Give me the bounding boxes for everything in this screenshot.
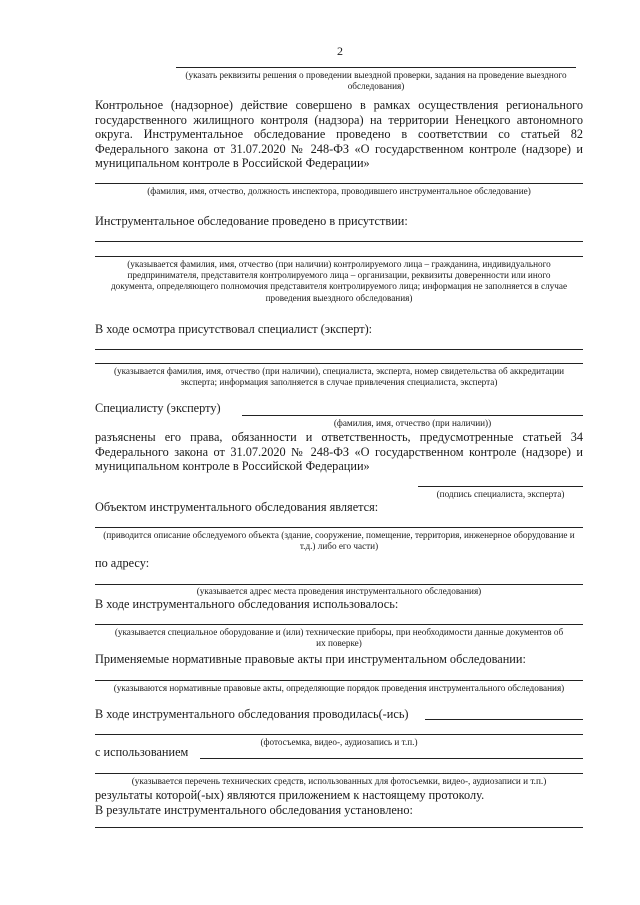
- page-number: 2: [337, 44, 343, 58]
- presence-field-2[interactable]: [95, 256, 583, 257]
- fio-note: (фамилия, имя, отчество (при наличии)): [333, 418, 492, 428]
- requisites-note: (указать реквизиты решения о проведении выездной проверки, задания на проведение выездного обследования): [185, 70, 567, 92]
- inspector-field[interactable]: [95, 183, 583, 184]
- specialist-field-2[interactable]: [95, 363, 583, 364]
- photo-note: (фотосъемка, видео-, аудиозапись и т.п.): [260, 737, 418, 747]
- intro-paragraph: Контрольное (надзорное) действие совершено в рамках осуществления регионального государственного жилищного контроля (надзора) на территории Ненецкого автономного округа. Инструментальное обследование проведено в соответствии со статьей 82 Федерального закона от 31.07.2020 № 248-ФЗ «О государственном контроле (надзоре) и муниципальном контроле в Российской Федерации»: [95, 98, 583, 170]
- presence-label: Инструментальное обследование проведено в присутствии:: [95, 214, 408, 228]
- signature-note: (подпись специалиста, эксперта): [436, 489, 565, 499]
- used-label: В ходе инструментального обследования использовалось:: [95, 597, 399, 611]
- object-note: (приводится описание обследуемого объекта (здание, сооружение, помещение, территория, инженерное оборудование и т.д.) либо его части): [103, 530, 575, 552]
- address-field[interactable]: [95, 584, 583, 585]
- specialist-present-label: В ходе осмотра присутствовал специалист (эксперт):: [95, 322, 373, 336]
- presence-field-1[interactable]: [95, 241, 583, 242]
- acts-label: Применяемые нормативные правовые акты при инструментальном обследовании:: [95, 652, 526, 666]
- conducted-field-1[interactable]: [425, 719, 583, 720]
- inspector-note: (фамилия, имя, отчество, должность инспектора, проводившего инструментальное обследование): [147, 186, 531, 196]
- acts-field[interactable]: [95, 680, 583, 681]
- tech-note: (указывается перечень технических средств, использованных для фотосъемки, видео-, аудиозаписи и т.п.): [131, 776, 547, 786]
- address-note: (указывается адрес места проведения инструментального обследования): [196, 586, 482, 596]
- signature-field[interactable]: [418, 486, 583, 487]
- established-label: В результате инструментального обследования установлено:: [95, 803, 413, 817]
- established-field[interactable]: [95, 827, 583, 828]
- specialist-fio-field[interactable]: [242, 415, 583, 416]
- using-field-1[interactable]: [200, 758, 583, 759]
- address-label: по адресу:: [95, 556, 150, 570]
- requisites-field[interactable]: [176, 67, 576, 68]
- conducted-field-2[interactable]: [95, 734, 583, 735]
- specialist-field-1[interactable]: [95, 349, 583, 350]
- using-field-2[interactable]: [95, 773, 583, 774]
- results-attached-label: результаты которой(-ых) являются приложением к настоящему протоколу.: [95, 788, 485, 802]
- rights-paragraph: разъяснены его права, обязанности и ответственность, предусмотренные статьей 34 Федерального закона от 31.07.2020 № 248-ФЗ «О государственном контроле (надзоре) и муниципальном контроле в Российской Федерации»: [95, 430, 583, 473]
- equipment-note: (указывается специальное оборудование и (или) технические приборы, при необходимости данные документов об их поверке): [114, 627, 564, 649]
- equipment-field[interactable]: [95, 624, 583, 625]
- using-label: с использованием: [95, 745, 189, 759]
- conducted-label: В ходе инструментального обследования проводилась(-ись): [95, 707, 409, 721]
- presence-note: (указывается фамилия, имя, отчество (при наличии) контролируемого лица – гражданина, индивидуального предпринимателя, представителя контролируемого лица – организации, реквизиты доверенности или иного документа, определяющего полномочия представителя контролируемого лица; информация не заполняется в случае проведения выездного обследования): [110, 259, 568, 303]
- object-field[interactable]: [95, 527, 583, 528]
- acts-note: (указываются нормативные правовые акты, определяющие порядок проведения инструментального обследования): [113, 683, 565, 693]
- object-label: Объектом инструментального обследования является:: [95, 500, 379, 514]
- specialist-note: (указывается фамилия, имя, отчество (при наличии), специалиста, эксперта, номер свидетельства об аккредитации эксперта; информация заполняется в случае привлечения специалиста, эксперта): [113, 366, 565, 388]
- to-specialist-label: Специалисту (эксперту): [95, 401, 221, 415]
